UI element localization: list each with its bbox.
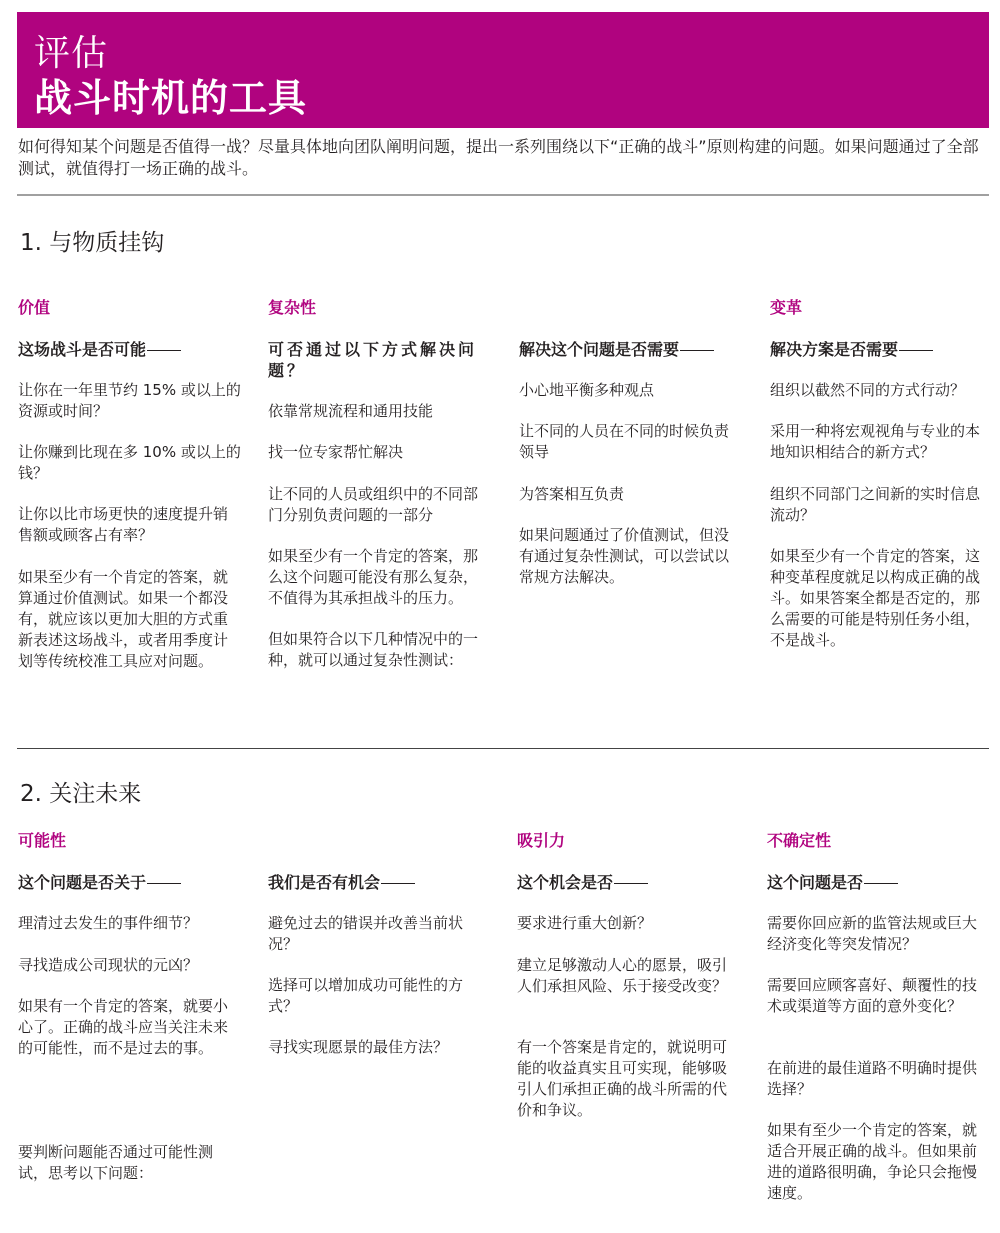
category-label: 可能性 — [18, 831, 67, 850]
question-heading — [770, 339, 994, 360]
category-label: 价值 — [18, 298, 51, 317]
title-banner — [17, 12, 989, 128]
list-item: 选择可以增加成功可能性的方式？ — [268, 976, 464, 1015]
section-1-title: 1. 与物质挂钩 — [20, 230, 165, 256]
question-text: 我们是否有机会 — [268, 873, 381, 892]
list-item: 让不同的人员或组织中的不同部门分别负责问题的一部分 — [268, 485, 479, 524]
list-item: 如果至少有一个肯定的答案，这种变革程度就足以构成正确的战斗。如果答案全都是否定的，那么需要的可能是特别任务小组，不是战斗。 — [770, 547, 981, 649]
dash-line — [614, 883, 648, 884]
list-item: 但如果符合以下几种情况中的一种，就可以通过复杂性测试： — [268, 630, 479, 669]
list-item: 采用一种将宏观视角与专业的本地知识相结合的新方式？ — [770, 422, 981, 461]
list-item: 如果至少有一个肯定的答案，那么这个问题可能没有那么复杂，不值得为其承担战斗的压力。 — [268, 547, 479, 607]
list-item: 为答案相互负责 — [519, 485, 625, 503]
list-item: 找一位专家帮忙解决 — [268, 443, 404, 461]
list-item: 寻找造成公司现状的元凶？ — [18, 956, 199, 974]
list-item: 组织以截然不同的方式行动？ — [770, 381, 966, 399]
title-line-1: 评估 — [34, 33, 109, 74]
dash-line — [899, 350, 933, 351]
category-label: 不确定性 — [767, 831, 832, 850]
divider — [17, 194, 989, 196]
dash-line — [147, 883, 181, 884]
question-heading — [268, 872, 492, 893]
list-item: 如果有一个肯定的答案，就要小心了。正确的战斗应当关注未来的可能性，而不是过去的事。 — [18, 997, 229, 1057]
section-2-title: 2. 关注未来 — [20, 781, 142, 807]
question-heading — [767, 872, 991, 893]
question-heading — [519, 339, 743, 360]
dash-line — [147, 350, 181, 351]
list-item: 需要回应顾客喜好、颠覆性的技术或渠道等方面的意外变化？ — [767, 976, 978, 1015]
list-item: 小心地平衡多种观点 — [519, 381, 655, 399]
list-item: 让不同的人员在不同的时候负责领导 — [519, 422, 730, 461]
list-item: 如果有至少一个肯定的答案，就适合开展正确的战斗。但如果前进的道路很明确，争论只会拖慢速度。 — [767, 1121, 978, 1202]
category-label: 变革 — [770, 298, 803, 317]
question-text: 可否通过以下方式解决问题？ — [268, 340, 478, 380]
question-text: 这个机会是否 — [517, 873, 614, 892]
section-1-column-complexity — [268, 297, 492, 319]
question-text: 这个问题是否 — [767, 873, 864, 892]
list-item: 依靠常规流程和通用技能 — [268, 402, 434, 420]
divider — [17, 748, 989, 749]
list-item: 在前进的最佳道路不明确时提供选择？ — [767, 1059, 978, 1098]
list-item: 让你在一年里节约 15% 或以上的资源或时间？ — [18, 381, 241, 420]
question-text: 解决方案是否需要 — [770, 340, 899, 359]
dash-line — [381, 883, 415, 884]
list-item: 如果至少有一个肯定的答案，就算通过价值测试。如果一个都没有，就应该以更加大胆的方式重新表述这场战斗，或者用季度计划等传统校准工具应对问题。 — [18, 568, 229, 670]
section-1-column-value — [18, 297, 242, 319]
dash-line — [864, 883, 898, 884]
list-item: 要求进行重大创新？ — [517, 914, 653, 932]
list-item: 让你以比市场更快的速度提升销售额或顾客占有率？ — [18, 505, 229, 544]
list-item: 如果问题通过了价值测试，但没有通过复杂性测试，可以尝试以常规方法解决。 — [519, 526, 730, 586]
list-item: 组织不同部门之间新的实时信息流动？ — [770, 485, 981, 524]
list-item: 有一个答案是肯定的，就说明可能的收益真实且可实现，能够吸引人们承担正确的战斗所需的代价和争议。 — [517, 1038, 728, 1119]
category-label: 吸引力 — [517, 831, 566, 850]
dash-line — [680, 350, 714, 351]
section-2-column-possibility — [18, 830, 242, 852]
intro-paragraph: 如何得知某个问题是否值得一战？尽量具体地向团队阐明问题，提出一系列围绕以下“正确的战斗”原则构建的问题。如果问题通过了全部测试，就值得打一场正确的战斗。 — [18, 137, 979, 178]
question-heading — [517, 872, 741, 893]
section-2-column-uncertainty — [767, 830, 991, 852]
title-line-2: 战斗时机的工具 — [34, 76, 308, 120]
list-item: 理清过去发生的事件细节？ — [18, 914, 199, 932]
question-text: 这个问题是否关于 — [18, 873, 147, 892]
list-item: 寻找实现愿景的最佳方法？ — [268, 1038, 449, 1056]
section-2-column-attraction — [517, 830, 741, 852]
list-item: 避免过去的错误并改善当前状况？ — [268, 914, 464, 953]
list-item: 要判断问题能否通过可能性测试，思考以下问题： — [18, 1143, 214, 1182]
section-1-column-transformation — [770, 297, 994, 319]
list-item: 建立足够激动人心的愿景，吸引人们承担风险、乐于接受改变？ — [517, 956, 728, 995]
list-item: 让你赚到比现在多 10% 或以上的钱？ — [18, 443, 241, 482]
question-heading — [268, 339, 492, 381]
list-item: 需要你回应新的监管法规或巨大经济变化等突发情况？ — [767, 914, 978, 953]
question-text: 这场战斗是否可能 — [18, 340, 147, 359]
question-heading — [18, 872, 242, 893]
question-text: 解决这个问题是否需要 — [519, 340, 680, 359]
question-heading — [18, 339, 242, 360]
category-label: 复杂性 — [268, 298, 317, 317]
